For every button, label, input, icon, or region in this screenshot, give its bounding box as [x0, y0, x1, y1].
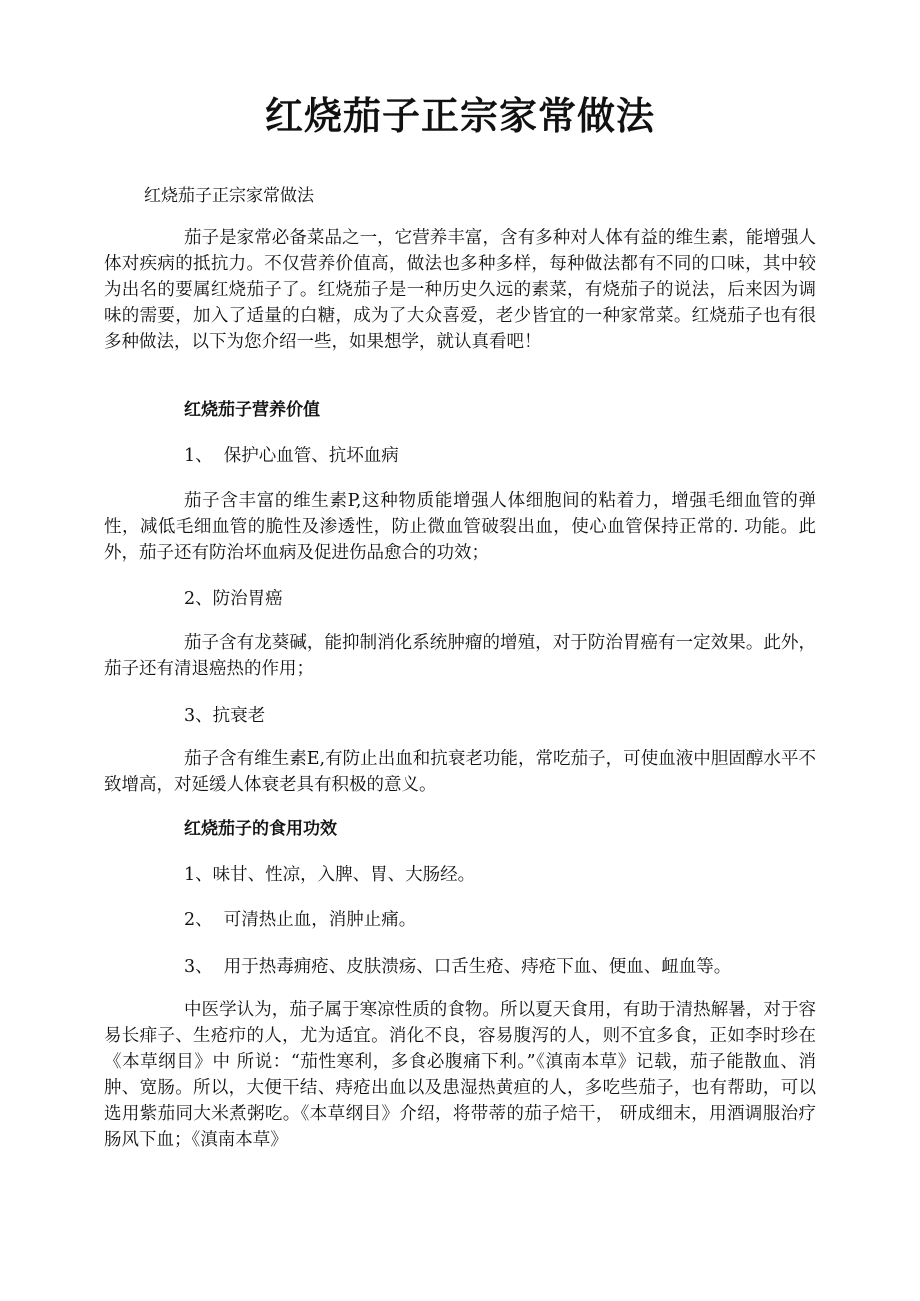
- list-item-effect-2: 2、 可清热止血，消肿止痛。: [184, 910, 417, 930]
- section-heading-nutrition: 红烧茄子营养价值: [184, 400, 320, 420]
- section-heading-effects: 红烧茄子的食用功效: [184, 819, 337, 839]
- closing-paragraph: 中医学认为，茄子属于寒凉性质的食物。所以夏天食用，有助于清热解暑，对于容易长痱子、生疮疖的人，尤为适宜。消化不良，容易腹泻的人，则不宜多食，正如李时珍在《本草纲目》中 所说：“茄性寒利，多食必腹痛下利。”《滇南本草》记载，茄子能散血、消肿、宽肠。所以，大便干结、痔疮出血以及患湿热黄疸的人，多吃些茄子，也有帮助，可以选用紫茄同大米煮粥吃。《本草纲目》介绍，将带蒂的茄子焙干， 研成细末，用酒调服治疗肠风下血；《滇南本草》: [104, 1000, 816, 1150]
- list-item-heart: 1、 保护心血管、抗坏血病: [184, 446, 399, 466]
- intro-paragraph: 茄子是家常必备菜品之一，它营养丰富，含有多种对人体有益的维生素，能增强人体对疾病的抵抗力。不仅营养价值高，做法也多种多样，每种做法都有不同的口味，其中较为出名的要属红烧茄子了。红烧茄子是一种历史久远的素菜，有烧茄子的说法，后来因为调味的需要，加入了适量的白糖，成为了大众喜爱，老少皆宜的一种家常菜。红烧茄子也有很多种做法，以下为您介绍一些，如果想学，就认真看吧！: [104, 228, 816, 352]
- paragraph-aging: 茄子含有维生素E,有防止出血和抗衰老功能，常吃茄子，可使血液中胆固醇水平不致增高，对延缓人体衰老具有积极的意义。: [104, 749, 816, 795]
- list-item-stomach: 2、防治胃癌: [184, 589, 283, 609]
- list-item-effect-3: 3、 用于热毒痈疮、皮肤溃疡、口舌生疮、痔疮下血、便血、衄血等。: [184, 957, 732, 977]
- page-title: 红烧茄子正宗家常做法: [264, 94, 655, 138]
- paragraph-stomach: 茄子含有龙葵碱，能抑制消化系统肿瘤的增殖，对于防治胃癌有一定效果。此外，茄子还有清退癌热的作用；: [104, 633, 816, 679]
- paragraph-heart: 茄子含丰富的维生素P,这种物质能增强人体细胞间的粘着力，增强毛细血管的弹性，减低毛细血管的脆性及渗透性，防止微血管破裂出血，使心血管保持正常的. 功能。此外，茄子还有防治坏血病及促进伤品愈合的功效；: [104, 491, 816, 563]
- list-item-aging: 3、抗衰老: [184, 706, 266, 726]
- list-item-effect-1: 1、味甘、性凉，入脾、胃、大肠经。: [184, 865, 476, 885]
- document-subtitle: 红烧茄子正宗家常做法: [144, 186, 314, 206]
